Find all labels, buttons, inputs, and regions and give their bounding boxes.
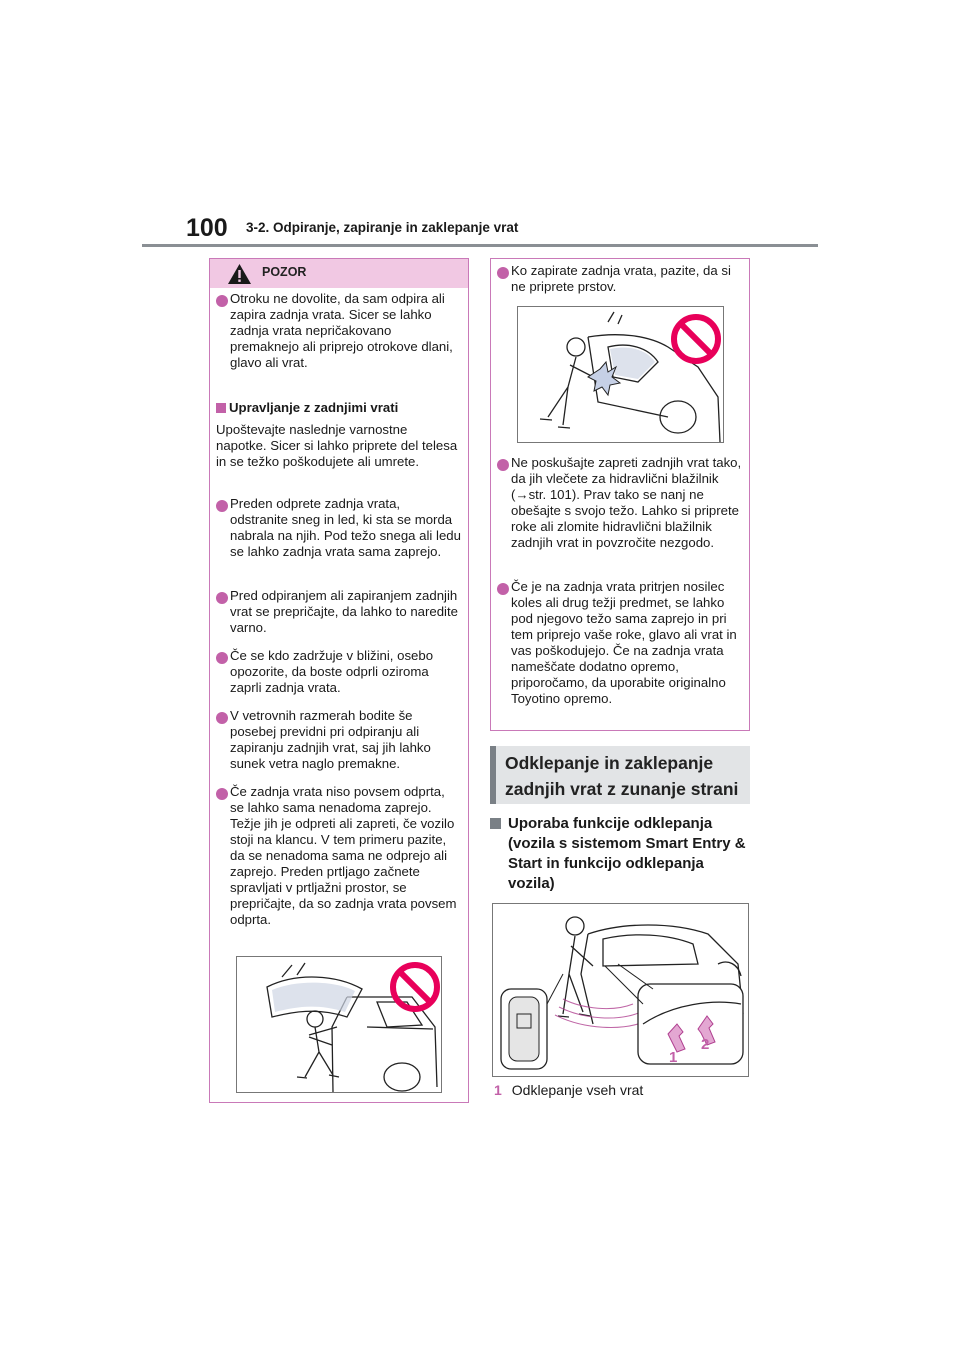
caution-bullet: [497, 579, 742, 707]
bullet-text: Otroku ne dovolite, da sam odpira ali zapira zadnja vrata. Sicer se lahko zadnja vrata nepričakovano premaknejo ali priprejo otrokove dlani, glavo ali vrat.: [230, 291, 453, 370]
header-rule: [142, 244, 818, 247]
caution-bullet: [216, 708, 461, 772]
bullet-text: Če se kdo zadržuje v bližini, osebo opozorite, da boste odprli oziroma zaprli zadnja vrata.: [230, 648, 434, 695]
caution-bullet: [497, 263, 742, 295]
caution-bullet: [216, 784, 461, 928]
caution-subheading: [216, 400, 461, 416]
illustration-smart-entry: [492, 903, 749, 1077]
step-number: 1: [494, 1082, 502, 1098]
pinch-drawing: [518, 307, 724, 443]
bullet-text: Pred odpiranjem ali zapiranjem zadnjih vrat se prepričajte, da lahko to naredite varno.: [230, 588, 458, 635]
caution-title: POZOR: [262, 265, 307, 279]
bullet-icon: [497, 459, 509, 471]
caution-bullet: [216, 496, 461, 560]
bullet-icon: [216, 295, 228, 307]
bullet-text: Če zadnja vrata niso povsem odprta, se lahko sama nenadoma zaprejo. Težje jih je odpreti ali zapreti, če vozilo stoji na klancu. V tem primeru pazite, da se nenadoma sama ne odprejo ali zaprejo. Preden prtljago začnete spravljati v prtljažni prostor, se prepričajte, da so zadnja vrata povsem odprta.: [230, 784, 457, 927]
bullet-icon: [216, 592, 228, 604]
section-title: 3-2. Odpiranje, zapiranje in zaklepanje vrat: [246, 220, 519, 235]
caution-bullet: [216, 588, 461, 636]
bullet-text: Ne poskušajte zapreti zadnjih vrat tako, da jih vlečete za hidravlični blažilnik (→str. 101). Prav tako se nanj ne obešajte s svojo težo. Lahko si priprete roke ali zlomite hidravlični blažilnik zadnjih vrat in povzročite nezgodo.: [511, 455, 742, 550]
subsection-heading: [490, 814, 752, 894]
bullet-text: V vetrovnih razmerah bodite še posebej previdni pri odpiranju ali zapiranju zadnjih vrat, saj jih lahko sunek vetra naglo premakne.: [230, 708, 431, 771]
illustration-tailgate-closing: [236, 956, 442, 1093]
page-number: 100: [186, 214, 228, 242]
bullet-icon: [497, 267, 509, 279]
illustration-finger-pinch: [517, 306, 724, 443]
section-heading: [490, 746, 750, 804]
subheading-text: Upravljanje z zadnjimi vrati: [229, 400, 399, 415]
bullet-icon: [497, 583, 509, 595]
prohibition-icon: [674, 317, 718, 361]
bullet-icon: [216, 712, 228, 724]
caution-header: [210, 259, 468, 288]
caution-intro: Upoštevajte naslednje varnostne napotke. Sicer si lahko priprete del telesa in se težko poškodujete ali umrete.: [216, 422, 458, 469]
subsection-heading-text: Uporaba funkcije odklepanja (vozila s sistemom Smart Entry & Start in funkcijo odklepanja vozila): [508, 815, 746, 892]
figure-label-2: 2: [701, 1036, 710, 1053]
step-text: Odklepanje vseh vrat: [511, 1082, 644, 1098]
tailgate-drawing: [237, 957, 442, 1093]
caution-bullet: [216, 648, 461, 696]
bullet-text: Preden odprete zadnja vrata, odstranite sneg in led, ki sta se morda nabrala na njih. Pod težo snega ali ledu se lahko zadnja vrata sama zaprejo.: [230, 496, 461, 559]
step-item: [494, 1082, 643, 1098]
square-bullet-icon: [216, 403, 226, 413]
figure-label-1: 1: [669, 1049, 678, 1066]
warning-triangle-icon: [227, 263, 252, 285]
bullet-icon: [216, 500, 228, 512]
bullet-icon: [216, 652, 228, 664]
caution-bullet: [216, 291, 461, 371]
bullet-icon: [216, 788, 228, 800]
section-heading-line2: zadnjih vrat z zunanje strani: [505, 779, 739, 799]
section-heading-bar: [490, 746, 496, 804]
bullet-text: Ko zapirate zadnja vrata, pazite, da si ne priprete prstov.: [511, 263, 731, 294]
section-heading-line1: Odklepanje in zaklepanje: [505, 753, 714, 773]
prohibition-icon: [393, 965, 437, 1009]
smart-entry-drawing: [493, 904, 749, 1077]
caution-bullet: [497, 455, 742, 551]
section-heading-text: [505, 750, 738, 802]
bullet-text: Če je na zadnja vrata pritrjen nosilec koles ali drug težji predmet, se lahko pod njegovo težo sama zaprejo in pri tem priprejo vaše roke, glavo ali vrat in vas poškodujejo. Če na zadnja vrata nameščate dodatno opremo, priporočamo, da uporabite originalno Toyotino opremo.: [511, 579, 737, 706]
square-bullet-icon: [490, 818, 501, 829]
